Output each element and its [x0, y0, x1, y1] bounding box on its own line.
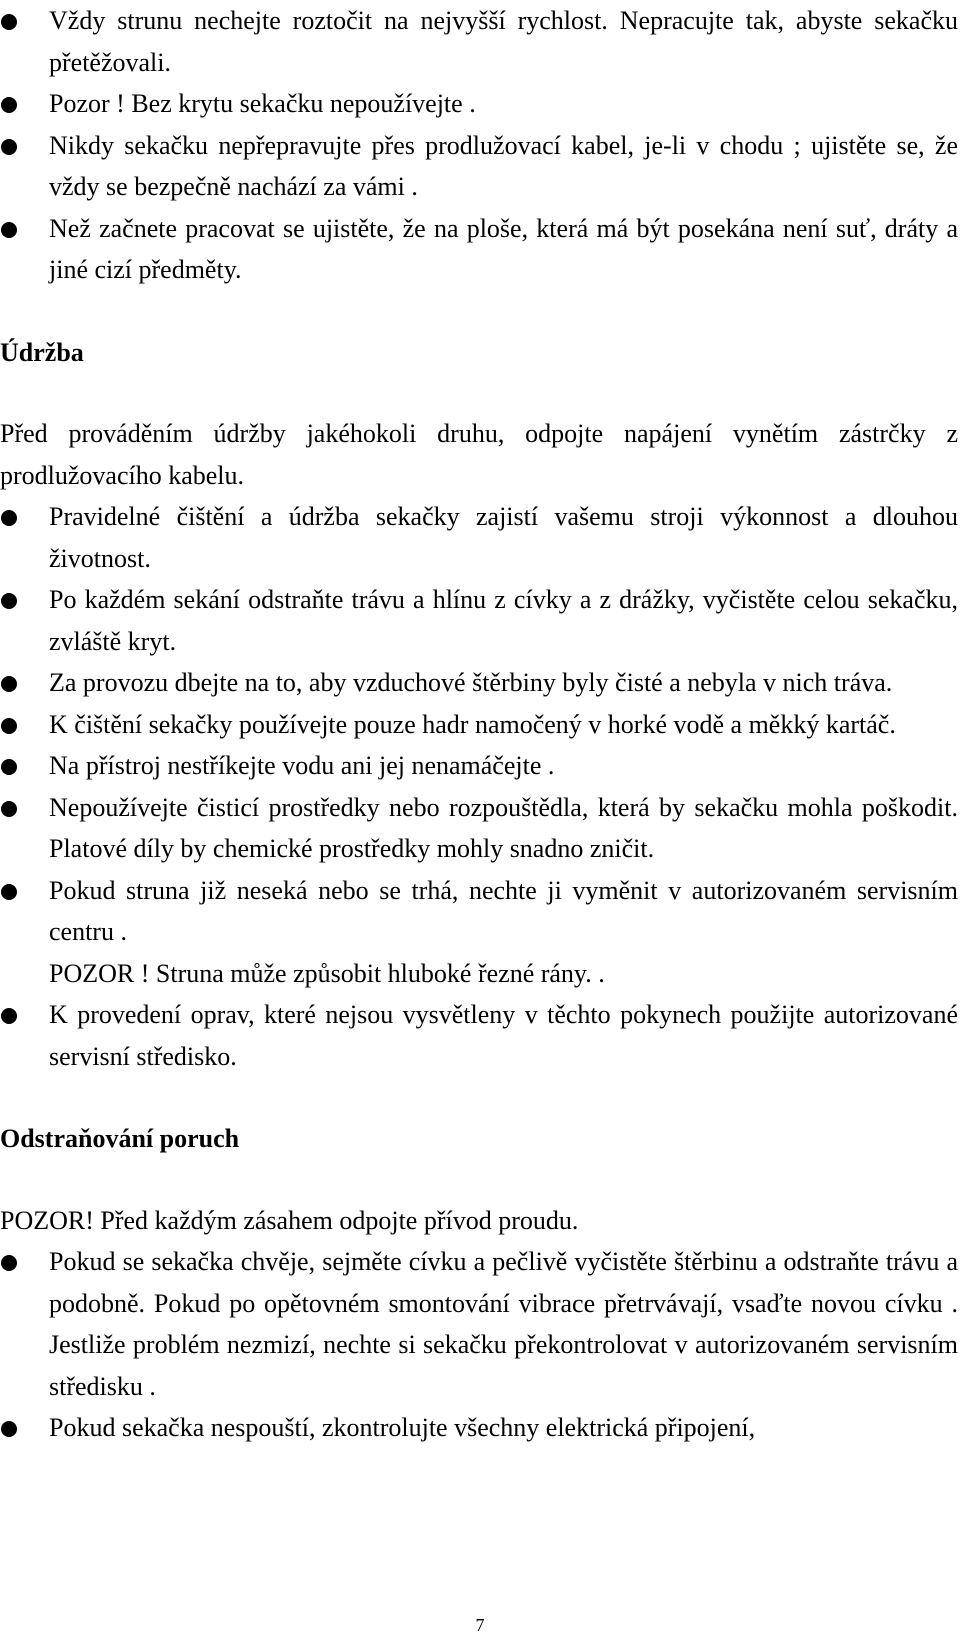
- list-item-text: Pokud sekačka nespouští, zkontrolujte všechny elektrická připojení,: [49, 1413, 756, 1442]
- troubleshooting-bullet-list: [0, 1241, 958, 1449]
- list-item: [0, 704, 958, 746]
- section-heading-maintenance: Údržba: [0, 337, 84, 367]
- list-item: [0, 125, 958, 208]
- list-item-text: Po každém sekání odstraňte trávu a hlínu z cívky a z drážky, vyčistěte celou sekačku, zvláště kryt.: [49, 585, 958, 656]
- list-item: [0, 662, 958, 704]
- list-item: [0, 496, 958, 579]
- list-item-text: K provedení oprav, které nejsou vysvětleny v těchto pokynech použijte autorizované servisní středisko.: [49, 1000, 958, 1071]
- list-item: [0, 208, 958, 291]
- troubleshooting-intro: POZOR! Před každým zásahem odpojte přívod proudu.: [0, 1205, 579, 1235]
- list-item: [0, 870, 958, 995]
- bullet-dot-icon: [1, 593, 17, 609]
- bullet-dot-icon: [1, 1421, 17, 1437]
- list-item: [0, 787, 958, 870]
- bullet-dot-icon: [1, 14, 17, 30]
- list-item-text: Pokud struna již neseká nebo se trhá, nechte ji vyměnit v autorizovaném servisním centru .: [49, 875, 958, 946]
- section-heading-troubleshooting: Odstraňování poruch: [0, 1124, 240, 1153]
- list-item-text: Pozor ! Bez krytu sekačku nepoužívejte .: [49, 89, 476, 118]
- bullet-dot-icon: [1, 1008, 17, 1024]
- list-item: [0, 745, 958, 787]
- bullet-dot-icon: [1, 139, 17, 155]
- list-item: [0, 1407, 958, 1449]
- maintenance-intro: Před prováděním údržby jakéhokoli druhu, odpojte napájení vynětím zástrčky z prodlužovacího kabelu.: [0, 419, 958, 490]
- list-item: [0, 1241, 958, 1407]
- maintenance-bullet-list: [0, 496, 958, 1077]
- bullet-dot-icon: [1, 97, 17, 113]
- bullet-dot-icon: [1, 676, 17, 692]
- list-item: [0, 0, 958, 83]
- list-item: [0, 579, 958, 662]
- bullet-dot-icon: [1, 759, 17, 775]
- list-item-text: Nepoužívejte čisticí prostředky nebo rozpouštědla, která by sekačku mohla poškodit. Platové díly by chemické prostředky mohly snadno zničit.: [49, 792, 958, 863]
- safety-bullet-list: [0, 0, 958, 291]
- list-item-text: Vždy strunu nechejte roztočit na nejvyšší rychlost. Nepracujte tak, abyste sekačku přetěžovali.: [49, 6, 958, 77]
- list-item-text: Nikdy sekačku nepřepravujte přes prodlužovací kabel, je-li v chodu ; ujistěte se, že vždy se bezpečně nachází za vámi .: [49, 130, 958, 201]
- list-item-text: Pokud se sekačka chvěje, sejměte cívku a pečlivě vyčistěte štěrbinu a odstraňte trávu a podobně. Pokud po opětovném smontování vibrace přetrvávají, vsaďte novou cívku . Jestliže problém nezmizí, nechte si sekačku překontrolovat v autorizovaném servisním středisku .: [49, 1247, 958, 1401]
- list-item-text: Než začnete pracovat se ujistěte, že na ploše, která má být posekána není suť, dráty a jiné cizí předměty.: [49, 213, 958, 284]
- list-item-text: Pravidelné čištění a údržba sekačky zajistí vašemu stroji výkonnost a dlouhou životnost.: [49, 502, 958, 573]
- page-number: 7: [475, 1615, 485, 1635]
- bullet-dot-icon: [1, 222, 17, 238]
- bullet-dot-icon: [1, 1255, 17, 1271]
- bullet-dot-icon: [1, 801, 17, 817]
- list-item-text: K čištění sekačky používejte pouze hadr namočený v horké vodě a měkký kartáč.: [49, 709, 896, 739]
- list-item-text: Za provozu dbejte na to, aby vzduchové štěrbiny byly čisté a nebyla v nich tráva.: [49, 668, 893, 697]
- bullet-dot-icon: [1, 884, 17, 900]
- bullet-dot-icon: [1, 510, 17, 526]
- warning-line: POZOR ! Struna může způsobit hluboké řezné rány. .: [49, 958, 605, 988]
- list-item: [0, 83, 958, 125]
- bullet-dot-icon: [1, 718, 17, 734]
- list-item-text: Na přístroj nestříkejte vodu ani jej nenamáčejte .: [49, 751, 555, 780]
- list-item: [0, 994, 958, 1077]
